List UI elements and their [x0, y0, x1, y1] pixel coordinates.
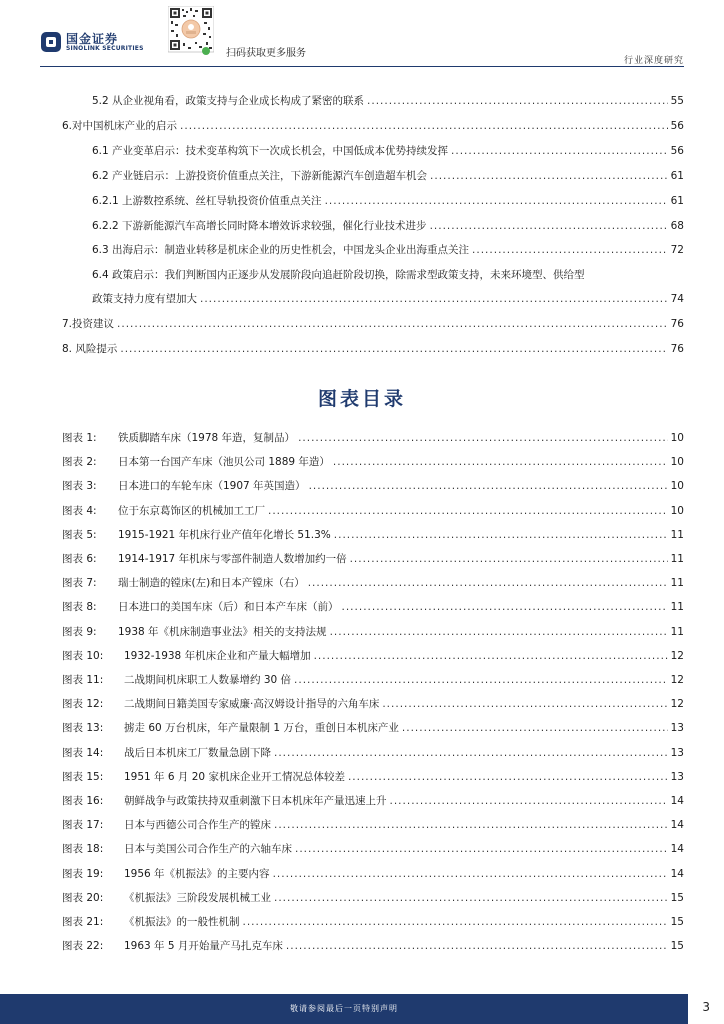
dot-leader — [274, 891, 668, 905]
figure-entry[interactable] — [62, 746, 684, 760]
figure-title: 位于东京葛饰区的机械加工工厂 — [118, 504, 265, 517]
toc-entry-title: 5.2 从企业视角看，政策支持与企业成长构成了紧密的联系 — [92, 95, 365, 107]
toc-entry-title: 6.2.2 下游新能源汽车高增长同时降本增效诉求较强，催化行业技术进步 — [92, 220, 427, 232]
dot-leader — [333, 455, 668, 469]
figure-page: 10 — [670, 504, 684, 517]
figure-page: 13 — [670, 746, 684, 759]
figure-title: 1938 年《机床制造事业法》相关的支持法规 — [118, 625, 327, 638]
figure-number: 图表 3: — [62, 480, 97, 493]
figure-number: 图表 15: — [62, 770, 104, 783]
toc-entry[interactable] — [92, 243, 684, 257]
figure-number: 图表 13: — [62, 722, 104, 735]
figure-title: 1963 年 5 月开始量产马扎克车床 — [124, 940, 283, 953]
footer-disclaimer: 敬请参阅最后一页特别声明 — [290, 1004, 398, 1013]
toc-entry-title: 6.对中国机床产业的启示 — [62, 120, 178, 132]
dot-leader — [367, 94, 668, 108]
toc-entry-page: 61 — [670, 195, 684, 207]
toc-entry-page: 72 — [670, 244, 684, 256]
dot-leader — [243, 915, 668, 929]
figure-page: 13 — [670, 770, 684, 783]
toc-entry-page: 61 — [670, 170, 684, 182]
figure-title: 日本与美国公司合作生产的六轴车床 — [124, 843, 292, 856]
figure-entry[interactable] — [62, 528, 684, 542]
toc-entry[interactable] — [62, 342, 684, 356]
figure-number: 图表 4: — [62, 504, 97, 517]
figure-page: 12 — [670, 649, 684, 662]
figure-number: 图表 22: — [62, 940, 104, 953]
dot-leader — [200, 292, 668, 306]
figure-page: 15 — [670, 916, 684, 928]
figure-page: 14 — [670, 867, 684, 880]
figure-page: 13 — [670, 722, 684, 735]
header-divider — [40, 66, 684, 67]
figure-title: 战后日本机床工厂数量急剧下降 — [124, 746, 271, 759]
figure-entry[interactable] — [62, 770, 684, 784]
logo-chinese-name: 国金证券 — [66, 32, 119, 46]
figure-title: 《机振法》的一般性机制 — [124, 916, 240, 928]
toc-entry[interactable] — [92, 219, 684, 233]
toc-entry-title: 6.2.1 上游数控系统、丝杠导轨投资价值重点关注 — [92, 195, 322, 207]
figure-page: 14 — [670, 819, 684, 832]
figure-title: 铁质脚踏车床（1978 年造，复制品） — [118, 432, 296, 444]
dot-leader — [309, 479, 668, 493]
figure-title: 掳走 60 万台机床，年产量限制 1 万台，重创日本机床产业 — [124, 722, 399, 735]
toc-entry-title-line2: 政策支持力度有望加大 — [92, 293, 197, 305]
toc-entry-title: 6.3 出海启示：制造业转移是机床企业的历史性机会，中国龙头企业出海重点关注 — [92, 244, 470, 256]
figure-number: 图表 16: — [62, 795, 104, 807]
figures-list-title: 图表目录 — [317, 388, 406, 410]
figure-number: 图表 17: — [62, 819, 104, 832]
figure-title: 二战期间机床职工人数暴增约 30 倍 — [124, 674, 292, 686]
figure-title: 二战期间日籍美国专家威廉·高汉姆设计指导的六角车床 — [124, 698, 380, 711]
figure-title: 1914-1917 年机床与零部件制造人数增加约一倍 — [118, 553, 347, 565]
toc-entry-page: 68 — [670, 220, 684, 232]
toc-entry-title: 8. 风险提示 — [62, 343, 118, 355]
figure-entry[interactable] — [62, 697, 684, 711]
figure-title: 瑞士制造的镗床(左)和日本产镗床（右） — [118, 577, 305, 590]
figure-title: 日本第一台国产车床（池贝公司 1889 年造） — [118, 456, 330, 469]
dot-leader — [273, 867, 668, 881]
figure-title: 《机振法》三阶段发展机械工业 — [124, 891, 271, 904]
toc-entry[interactable] — [92, 144, 684, 158]
figure-page: 10 — [670, 480, 684, 493]
dot-leader — [350, 552, 668, 566]
dot-leader — [342, 600, 668, 614]
dot-leader — [430, 219, 668, 233]
figure-number: 图表 1: — [62, 432, 97, 444]
toc-entry[interactable] — [62, 317, 684, 331]
dot-leader — [295, 842, 668, 856]
figure-page: 11 — [670, 625, 684, 638]
dot-leader — [274, 746, 668, 760]
toc-entry-page: 76 — [670, 343, 684, 355]
dot-leader — [430, 169, 668, 183]
figure-page: 10 — [670, 456, 684, 469]
toc-entry-page: 55 — [670, 95, 684, 107]
toc-entry[interactable] — [92, 194, 684, 208]
page-header — [0, 0, 724, 70]
figure-number: 图表 10: — [62, 649, 104, 662]
dot-leader — [390, 794, 668, 808]
figure-entry[interactable] — [62, 794, 684, 808]
figure-entry[interactable] — [62, 673, 684, 687]
figure-title: 朝鲜战争与政策扶持双重刺激下日本机床年产量迅速上升 — [124, 795, 387, 807]
figure-page: 11 — [670, 553, 684, 565]
dot-leader — [382, 697, 667, 711]
figure-number: 图表 7: — [62, 577, 97, 590]
dot-leader — [274, 818, 668, 832]
toc-entry-page: 76 — [670, 318, 684, 330]
dot-leader — [117, 317, 668, 331]
figure-title: 1951 年 6 月 20 家机床企业开工情况总体较差 — [124, 770, 345, 783]
toc-entry-page: 56 — [670, 120, 684, 132]
toc-entry-title: 6.2 产业链启示：上游投资价值重点关注，下游新能源汽车创造超车机会 — [92, 170, 428, 182]
dot-leader — [325, 194, 668, 208]
figure-title: 日本与西德公司合作生产的镗床 — [124, 819, 271, 832]
figure-entry[interactable] — [62, 600, 684, 614]
figure-number: 图表 5: — [62, 528, 97, 541]
figure-entry[interactable] — [62, 625, 684, 639]
figure-title: 1956 年《机振法》的主要内容 — [124, 867, 270, 880]
figure-page: 14 — [670, 843, 684, 856]
figure-entry[interactable] — [62, 576, 684, 590]
dot-leader — [180, 119, 668, 133]
figure-number: 图表 9: — [62, 625, 97, 638]
dot-leader — [298, 431, 668, 445]
logo-english-name: SINOLINK SECURITIES — [66, 45, 144, 52]
figure-entry[interactable] — [62, 504, 684, 518]
figure-page: 12 — [670, 674, 684, 686]
figure-entry[interactable] — [62, 867, 684, 881]
toc-entry[interactable] — [62, 119, 684, 133]
figure-number: 图表 21: — [62, 916, 104, 928]
figure-page: 11 — [670, 601, 684, 614]
company-logo — [40, 30, 160, 56]
figure-entry[interactable] — [62, 891, 684, 905]
figure-title: 1915-1921 年机床行业产值年化增长 51.3% — [118, 528, 331, 541]
dot-leader — [120, 342, 667, 356]
qr-code-icon[interactable] — [168, 6, 214, 58]
dot-leader — [402, 721, 668, 735]
toc-entry-page: 56 — [670, 145, 684, 157]
figure-number: 图表 11: — [62, 674, 104, 686]
dot-leader — [294, 673, 668, 687]
page-number: 3 — [702, 1000, 710, 1014]
report-type-label: 行业深度研究 — [623, 56, 684, 66]
figure-number: 图表 8: — [62, 601, 97, 614]
figure-page: 14 — [670, 795, 684, 807]
figure-number: 图表 18: — [62, 843, 104, 856]
sinolink-logo-icon — [40, 31, 62, 53]
figure-page: 15 — [670, 891, 684, 904]
figure-number: 图表 2: — [62, 456, 97, 469]
figure-entry[interactable] — [62, 842, 684, 856]
figure-number: 图表 20: — [62, 891, 104, 904]
toc-entry[interactable] — [92, 94, 684, 108]
figure-entry[interactable] — [62, 649, 684, 663]
figure-entry[interactable] — [62, 431, 684, 445]
figure-entry[interactable] — [62, 552, 684, 566]
figure-entry[interactable] — [62, 455, 684, 469]
figure-number: 图表 14: — [62, 746, 104, 759]
figure-page: 11 — [670, 577, 684, 590]
figure-entry[interactable] — [62, 939, 684, 953]
figure-entry[interactable] — [62, 915, 684, 929]
dot-leader — [330, 625, 668, 639]
figure-title: 日本进口的美国车床（后）和日本产车床（前） — [118, 601, 339, 614]
toc-entry[interactable] — [92, 169, 684, 183]
toc-entry-page: 74 — [670, 293, 684, 305]
dot-leader — [308, 576, 668, 590]
toc-entry[interactable] — [92, 292, 684, 306]
qr-caption: 扫码获取更多服务 — [226, 48, 306, 59]
dot-leader — [334, 528, 668, 542]
figure-title: 日本进口的车轮车床（1907 年英国造） — [118, 480, 306, 493]
dot-leader — [268, 504, 668, 518]
dot-leader — [472, 243, 668, 257]
figure-title: 1932-1938 年机床企业和产量大幅增加 — [124, 649, 311, 662]
figure-page: 15 — [670, 940, 684, 953]
toc-entry-title: 7.投资建议 — [62, 318, 115, 330]
figure-page: 10 — [670, 432, 684, 444]
dot-leader — [348, 770, 668, 784]
toc-entry-title: 6.1 产业变革启示：技术变革构筑下一次成长机会，中国低成本优势持续发挥 — [92, 145, 449, 157]
dot-leader — [314, 649, 668, 663]
figure-entry[interactable] — [62, 479, 684, 493]
figure-entry[interactable] — [62, 818, 684, 832]
toc-entry-title-line1[interactable]: 6.4 政策启示：我们判断国内正逐步从发展阶段向追赶阶段切换，除需求型政策支持，未来环境型、供给型 — [92, 269, 585, 281]
figure-entry[interactable] — [62, 721, 684, 735]
figure-number: 图表 12: — [62, 698, 104, 711]
dot-leader — [451, 144, 668, 158]
figure-number: 图表 6: — [62, 553, 97, 565]
figure-page: 11 — [670, 528, 684, 541]
dot-leader — [286, 939, 668, 953]
figure-page: 12 — [670, 698, 684, 711]
figure-number: 图表 19: — [62, 867, 104, 880]
